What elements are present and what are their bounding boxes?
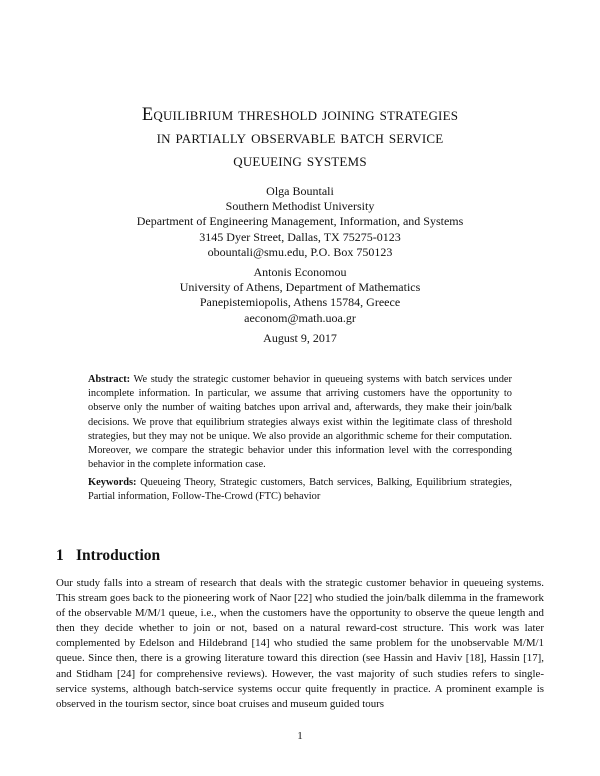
section-number: 1 (56, 547, 64, 564)
author-name: Olga Bountali (266, 184, 334, 198)
author-block-2 (0, 265, 600, 326)
author-affiliation: University of Athens, Department of Mathematics (179, 280, 421, 295)
author-email: aeconom@math.uoa.gr (244, 310, 356, 325)
keywords-label: Keywords: (88, 477, 137, 488)
title-line-2: in partially observable batch service (156, 128, 444, 148)
title-line-1: Equilibrium threshold joining strategies (141, 105, 459, 125)
abstract-text: We study the strategic customer behavior in queueing systems with batch services under incomplete information. In particular, we assume that arriving customers have the opportunity to observe only the number of waiting batches upon arrival and, afterwards, they make their join/balk decisions. We prove that equilibrium strategies always exist within the legitimate class of threshold strategies, but they may not be unique. We also provide an algorithmic scheme for their computation. Moreover, we compare the strategic behavior under this information level with the corresponding behavior in the complete information case. (88, 374, 512, 471)
page-number: 1 (297, 730, 303, 742)
author-affiliation: Southern Methodist University (225, 199, 375, 214)
section-title: Introduction (76, 547, 161, 564)
paper-title (0, 104, 600, 173)
author-name: Antonis Economou (253, 265, 347, 279)
keywords (88, 476, 512, 504)
author-address: Panepistemiopolis, Athens 15784, Greece (199, 295, 401, 310)
section-heading (56, 547, 160, 565)
title-line-3: queueing systems (233, 151, 367, 171)
author-email: obountali@smu.edu, P.O. Box 750123 (207, 244, 393, 259)
keywords-text: Queueing Theory, Strategic customers, Batch services, Balking, Equilibrium strategies, Partial information, Follow-The-Crowd (FTC) behavior (88, 477, 512, 503)
author-block-1 (0, 184, 600, 260)
author-address: 3145 Dyer Street, Dallas, TX 75275-0123 (199, 229, 401, 244)
author-department: Department of Engineering Management, Information, and Systems (136, 214, 464, 229)
intro-paragraph: Our study falls into a stream of research that deals with the strategic customer behavior in queueing systems. This stream goes back to the pioneering work of Naor [22] who studied the join/balk dilemma in the framework of the observable M/M/1 queue, i.e., when the customers have the opportunity to observe the queue length and then they decide whether to join or not, based on a natural reward-cost structure. This work was later complemented by Edelson and Hildebrand [14] who studied the same problem for the unobservable M/M/1 queue. Since then, there is a growing literature toward this direction (see Hassin and Haviv [18], Hassin [17], and Stidham [24] for comprehensive reviews). However, the vast majority of such studies refers to single-service systems, although batch-service systems occur quite frequently in practice. A prominent example is observed in the tourism sector, since boat cruises and museum guided tours (56, 577, 544, 710)
paper-date: August 9, 2017 (263, 331, 337, 345)
abstract-label: Abstract: (88, 374, 131, 385)
abstract (88, 373, 512, 472)
